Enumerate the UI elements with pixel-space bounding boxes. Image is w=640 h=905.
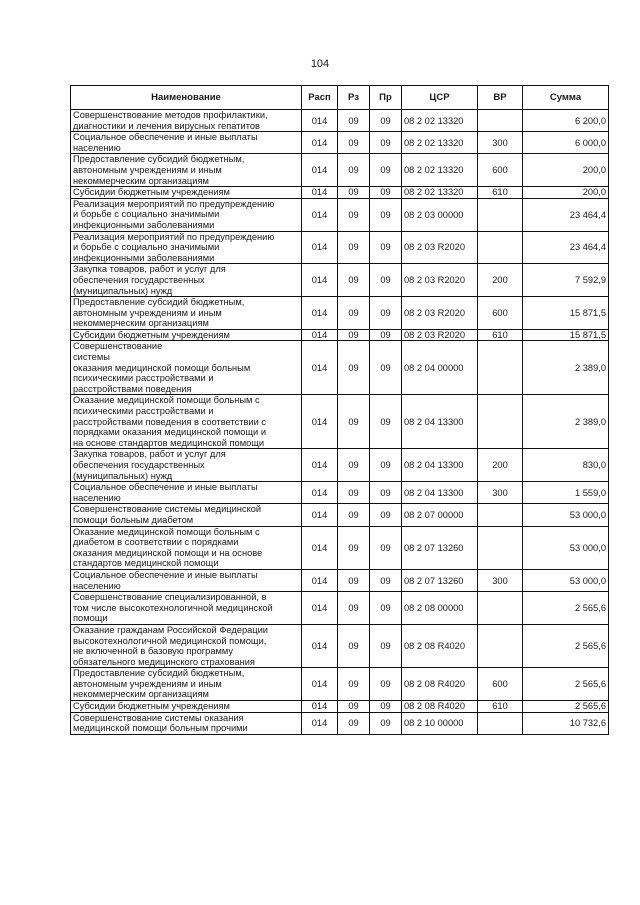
cell-csr: 08 2 07 13260 xyxy=(402,569,478,591)
cell-name: Предоставление субсидий бюджетным, автономным учреждениям и иным некоммерческим организациям xyxy=(71,154,302,187)
cell-name: Закупка товаров, работ и услуг для обеспечения государственных (муниципальных) нужд xyxy=(71,449,302,482)
table-row xyxy=(71,482,609,504)
cell-csr: 08 2 03 R2020 xyxy=(402,264,478,297)
cell-sum: 15 871,5 xyxy=(523,297,609,330)
cell-rasp: 014 xyxy=(302,264,338,297)
cell-name: Реализация мероприятий по предупреждению и борьбе с социально значимыми инфекционными заболеваниями xyxy=(71,198,302,231)
cell-name: Субсидии бюджетным учреждениям xyxy=(71,701,302,713)
table-row xyxy=(71,154,609,187)
header-rz: Рз xyxy=(338,86,370,110)
cell-sum: 15 871,5 xyxy=(523,329,609,341)
cell-name: Оказание медицинской помощи больным с диабетом в соответствии с порядками оказания медицинской помощи и на основе стандартов медицинской помощи xyxy=(71,526,302,569)
cell-rz: 09 xyxy=(338,132,370,154)
cell-csr: 08 2 02 13320 xyxy=(402,110,478,132)
cell-rasp: 014 xyxy=(302,712,338,734)
table-row xyxy=(71,198,609,231)
cell-sum: 2 565,6 xyxy=(523,701,609,713)
header-row xyxy=(71,86,609,110)
cell-name: Совершенствование специализированной, в том числе высокотехнологичной медицинской помощи xyxy=(71,592,302,625)
header-pr: Пр xyxy=(370,86,402,110)
cell-pr: 09 xyxy=(370,154,402,187)
cell-rz: 09 xyxy=(338,341,370,395)
cell-rasp: 014 xyxy=(302,395,338,449)
cell-sum: 1 559,0 xyxy=(523,482,609,504)
cell-vr xyxy=(478,110,523,132)
cell-csr: 08 2 02 13320 xyxy=(402,154,478,187)
table-row xyxy=(71,110,609,132)
cell-sum: 53 000,0 xyxy=(523,569,609,591)
cell-rasp: 014 xyxy=(302,701,338,713)
cell-csr: 08 2 10 00000 xyxy=(402,712,478,734)
cell-pr: 09 xyxy=(370,395,402,449)
cell-vr xyxy=(478,198,523,231)
cell-pr: 09 xyxy=(370,504,402,526)
cell-sum: 53 000,0 xyxy=(523,526,609,569)
cell-csr: 08 2 04 13300 xyxy=(402,395,478,449)
cell-rz: 09 xyxy=(338,329,370,341)
cell-sum: 2 389,0 xyxy=(523,341,609,395)
cell-sum: 23 464,4 xyxy=(523,198,609,231)
cell-csr: 08 2 03 R2020 xyxy=(402,329,478,341)
cell-rz: 09 xyxy=(338,264,370,297)
cell-vr xyxy=(478,624,523,667)
cell-name: Оказание гражданам Российской Федерации высокотехнологичной медицинской помощи, не включенной в базовую программу обязательного медицинского страхования xyxy=(71,624,302,667)
cell-rasp: 014 xyxy=(302,329,338,341)
table-row xyxy=(71,297,609,330)
cell-name: Оказание медицинской помощи больным с психическими расстройствами и расстройствами поведения в соответствии с порядками оказания медицинской помощи и на основе стандартов медицинской помощи xyxy=(71,395,302,449)
table-row xyxy=(71,701,609,713)
cell-rz: 09 xyxy=(338,668,370,701)
cell-pr: 09 xyxy=(370,668,402,701)
cell-rasp: 014 xyxy=(302,297,338,330)
cell-pr: 09 xyxy=(370,231,402,264)
cell-csr: 08 2 04 13300 xyxy=(402,482,478,504)
cell-csr: 08 2 08 R4020 xyxy=(402,701,478,713)
cell-vr: 610 xyxy=(478,701,523,713)
cell-pr: 09 xyxy=(370,132,402,154)
cell-rz: 09 xyxy=(338,297,370,330)
table-row xyxy=(71,592,609,625)
cell-pr: 09 xyxy=(370,264,402,297)
cell-name: Совершенствование системы медицинской помощи больным диабетом xyxy=(71,504,302,526)
cell-sum: 2 565,6 xyxy=(523,624,609,667)
cell-vr xyxy=(478,341,523,395)
cell-rz: 09 xyxy=(338,624,370,667)
cell-pr: 09 xyxy=(370,297,402,330)
cell-pr: 09 xyxy=(370,624,402,667)
cell-rz: 09 xyxy=(338,569,370,591)
cell-vr: 600 xyxy=(478,297,523,330)
cell-rasp: 014 xyxy=(302,668,338,701)
cell-pr: 09 xyxy=(370,329,402,341)
cell-rasp: 014 xyxy=(302,231,338,264)
table-row xyxy=(71,449,609,482)
table-row xyxy=(71,526,609,569)
cell-pr: 09 xyxy=(370,712,402,734)
cell-pr: 09 xyxy=(370,341,402,395)
cell-pr: 09 xyxy=(370,592,402,625)
cell-rasp: 014 xyxy=(302,132,338,154)
cell-csr: 08 2 04 00000 xyxy=(402,341,478,395)
cell-rasp: 014 xyxy=(302,449,338,482)
table-row xyxy=(71,395,609,449)
table-row xyxy=(71,668,609,701)
cell-vr: 200 xyxy=(478,449,523,482)
page-number: 104 xyxy=(310,58,330,70)
header-sum: Сумма xyxy=(523,86,609,110)
cell-csr: 08 2 08 R4020 xyxy=(402,668,478,701)
cell-vr: 300 xyxy=(478,569,523,591)
cell-vr: 600 xyxy=(478,668,523,701)
cell-vr xyxy=(478,592,523,625)
header-csr: ЦСР xyxy=(402,86,478,110)
cell-csr: 08 2 08 R4020 xyxy=(402,624,478,667)
cell-pr: 09 xyxy=(370,526,402,569)
cell-vr: 300 xyxy=(478,482,523,504)
cell-rz: 09 xyxy=(338,449,370,482)
cell-rz: 09 xyxy=(338,592,370,625)
cell-vr: 610 xyxy=(478,187,523,199)
cell-rz: 09 xyxy=(338,231,370,264)
cell-rz: 09 xyxy=(338,154,370,187)
cell-name: Закупка товаров, работ и услуг для обеспечения государственных (муниципальных) нужд xyxy=(71,264,302,297)
cell-name: Предоставление субсидий бюджетным, автономным учреждениям и иным некоммерческим организациям xyxy=(71,297,302,330)
cell-rasp: 014 xyxy=(302,569,338,591)
cell-rasp: 014 xyxy=(302,154,338,187)
table-row xyxy=(71,569,609,591)
header-vr: ВР xyxy=(478,86,523,110)
cell-sum: 6 000,0 xyxy=(523,132,609,154)
cell-rasp: 014 xyxy=(302,198,338,231)
cell-name: Совершенствование системы оказания медицинской помощи больным прочими xyxy=(71,712,302,734)
cell-csr: 08 2 03 R2020 xyxy=(402,231,478,264)
cell-csr: 08 2 03 00000 xyxy=(402,198,478,231)
cell-rasp: 014 xyxy=(302,110,338,132)
cell-rasp: 014 xyxy=(302,187,338,199)
budget-table xyxy=(70,85,609,735)
cell-vr xyxy=(478,395,523,449)
cell-rasp: 014 xyxy=(302,592,338,625)
header-name: Наименование xyxy=(71,86,302,110)
cell-csr: 08 2 03 R2020 xyxy=(402,297,478,330)
table-row xyxy=(71,231,609,264)
cell-name: Субсидии бюджетным учреждениям xyxy=(71,329,302,341)
cell-sum: 53 000,0 xyxy=(523,504,609,526)
cell-rasp: 014 xyxy=(302,504,338,526)
cell-rz: 09 xyxy=(338,482,370,504)
cell-pr: 09 xyxy=(370,701,402,713)
cell-name: Субсидии бюджетным учреждениям xyxy=(71,187,302,199)
cell-rasp: 014 xyxy=(302,526,338,569)
cell-vr xyxy=(478,231,523,264)
cell-pr: 09 xyxy=(370,110,402,132)
cell-name: Социальное обеспечение и иные выплаты населению xyxy=(71,132,302,154)
table-row xyxy=(71,264,609,297)
cell-sum: 23 464,4 xyxy=(523,231,609,264)
cell-vr xyxy=(478,712,523,734)
cell-csr: 08 2 07 00000 xyxy=(402,504,478,526)
cell-sum: 200,0 xyxy=(523,154,609,187)
cell-csr: 08 2 04 13300 xyxy=(402,449,478,482)
cell-name: Реализация мероприятий по предупреждению и борьбе с социально значимыми инфекционными заболеваниями xyxy=(71,231,302,264)
table-body xyxy=(71,110,609,735)
cell-sum: 10 732,6 xyxy=(523,712,609,734)
cell-rz: 09 xyxy=(338,526,370,569)
cell-rz: 09 xyxy=(338,395,370,449)
cell-vr xyxy=(478,504,523,526)
table-row xyxy=(71,187,609,199)
table-row xyxy=(71,624,609,667)
cell-rasp: 014 xyxy=(302,482,338,504)
cell-pr: 09 xyxy=(370,482,402,504)
cell-csr: 08 2 08 00000 xyxy=(402,592,478,625)
cell-rz: 09 xyxy=(338,110,370,132)
cell-sum: 200,0 xyxy=(523,187,609,199)
header-rasp: Расп xyxy=(302,86,338,110)
cell-rz: 09 xyxy=(338,504,370,526)
cell-csr: 08 2 07 13260 xyxy=(402,526,478,569)
cell-pr: 09 xyxy=(370,187,402,199)
cell-rz: 09 xyxy=(338,701,370,713)
cell-pr: 09 xyxy=(370,449,402,482)
cell-rz: 09 xyxy=(338,187,370,199)
cell-name: Совершенствование методов профилактики, диагностики и лечения вирусных гепатитов xyxy=(71,110,302,132)
table-row xyxy=(71,712,609,734)
cell-sum: 2 565,6 xyxy=(523,592,609,625)
cell-pr: 09 xyxy=(370,198,402,231)
cell-vr: 300 xyxy=(478,132,523,154)
cell-sum: 2 565,6 xyxy=(523,668,609,701)
cell-csr: 08 2 02 13320 xyxy=(402,187,478,199)
cell-name: Совершенствование системы оказания медицинской помощи больным психическими расстройствами и расстройствами поведения xyxy=(71,341,302,395)
cell-sum: 7 592,9 xyxy=(523,264,609,297)
cell-rz: 09 xyxy=(338,198,370,231)
cell-pr: 09 xyxy=(370,569,402,591)
cell-vr: 200 xyxy=(478,264,523,297)
table-row xyxy=(71,132,609,154)
table-row xyxy=(71,329,609,341)
cell-rasp: 014 xyxy=(302,341,338,395)
cell-csr: 08 2 02 13320 xyxy=(402,132,478,154)
cell-sum: 6 200,0 xyxy=(523,110,609,132)
cell-rz: 09 xyxy=(338,712,370,734)
table-row xyxy=(71,341,609,395)
table-row xyxy=(71,504,609,526)
cell-name: Предоставление субсидий бюджетным, автономным учреждениям и иным некоммерческим организациям xyxy=(71,668,302,701)
cell-sum: 2 389,0 xyxy=(523,395,609,449)
cell-name: Социальное обеспечение и иные выплаты населению xyxy=(71,482,302,504)
cell-name: Социальное обеспечение и иные выплаты населению xyxy=(71,569,302,591)
cell-vr: 610 xyxy=(478,329,523,341)
cell-vr xyxy=(478,526,523,569)
cell-rasp: 014 xyxy=(302,624,338,667)
cell-sum: 830,0 xyxy=(523,449,609,482)
cell-vr: 600 xyxy=(478,154,523,187)
